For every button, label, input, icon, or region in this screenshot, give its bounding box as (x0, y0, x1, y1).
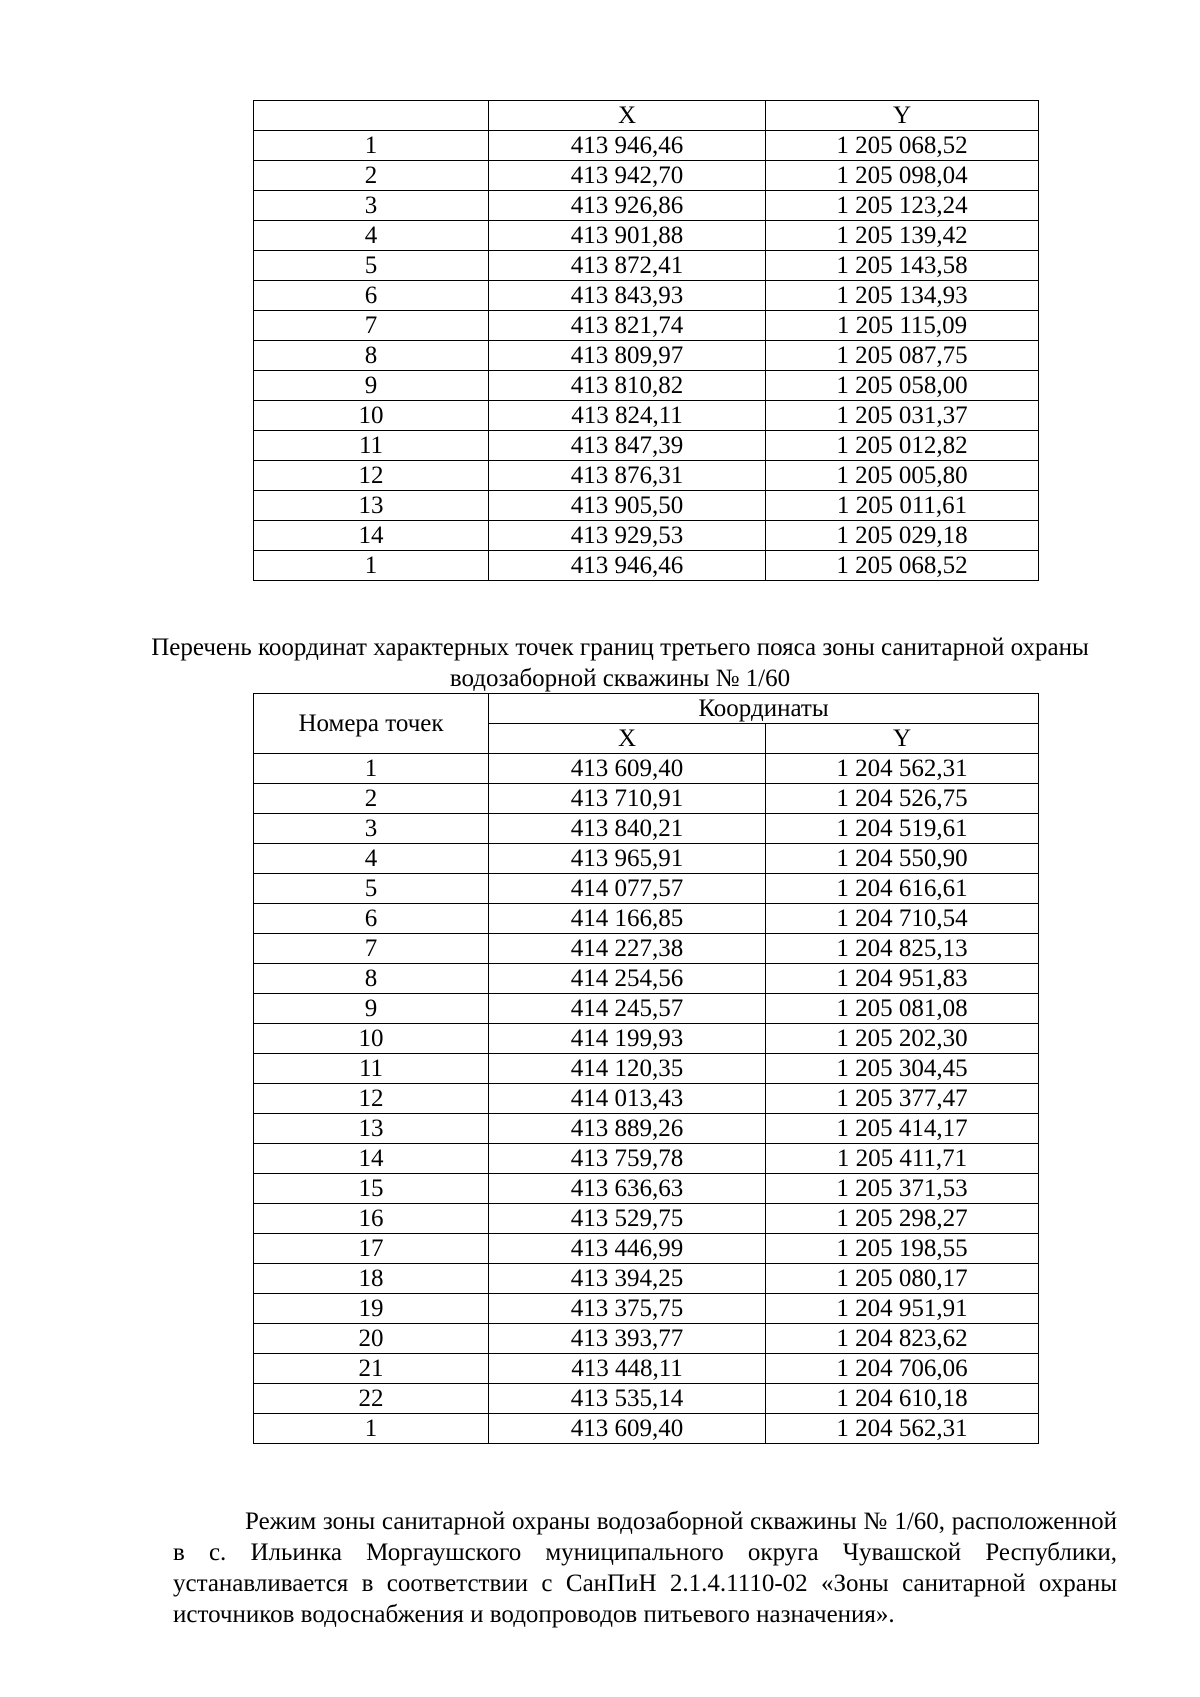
table-row (254, 844, 1039, 874)
header-cell-y: Y (766, 101, 1039, 131)
table-body (254, 754, 1039, 1444)
header-cell-y: Y (766, 724, 1039, 754)
cell-x: 413 809,97 (489, 341, 766, 371)
table-row (254, 934, 1039, 964)
table-row (254, 251, 1039, 281)
table-row (254, 1384, 1039, 1414)
cell-y: 1 204 526,75 (766, 784, 1039, 814)
cell-point-number: 5 (254, 874, 489, 904)
cell-x: 414 077,57 (489, 874, 766, 904)
table-row (254, 371, 1039, 401)
table-header-row (254, 694, 1039, 724)
cell-x: 413 810,82 (489, 371, 766, 401)
table-row (254, 814, 1039, 844)
table-row (254, 1414, 1039, 1444)
cell-y: 1 205 414,17 (766, 1114, 1039, 1144)
table-row (254, 161, 1039, 191)
table-row (254, 431, 1039, 461)
cell-y: 1 205 139,42 (766, 221, 1039, 251)
cell-point-number: 15 (254, 1174, 489, 1204)
cell-x: 413 636,63 (489, 1174, 766, 1204)
cell-point-number: 4 (254, 221, 489, 251)
header-cell-coordinates: Координаты (489, 694, 1039, 724)
cell-x: 413 393,77 (489, 1324, 766, 1354)
cell-point-number: 3 (254, 814, 489, 844)
table-row (254, 341, 1039, 371)
cell-y: 1 204 519,61 (766, 814, 1039, 844)
cell-point-number: 18 (254, 1264, 489, 1294)
cell-point-number: 12 (254, 1084, 489, 1114)
cell-y: 1 205 377,47 (766, 1084, 1039, 1114)
table-row (254, 1294, 1039, 1324)
cell-x: 413 840,21 (489, 814, 766, 844)
cell-x: 413 821,74 (489, 311, 766, 341)
cell-x: 413 609,40 (489, 754, 766, 784)
cell-point-number: 1 (254, 1414, 489, 1444)
cell-y: 1 204 710,54 (766, 904, 1039, 934)
table-row (254, 221, 1039, 251)
cell-x: 413 946,46 (489, 131, 766, 161)
cell-x: 413 872,41 (489, 251, 766, 281)
table-row (254, 1024, 1039, 1054)
cell-x: 413 529,75 (489, 1204, 766, 1234)
table-body (254, 131, 1039, 581)
cell-point-number: 10 (254, 1024, 489, 1054)
table-row (254, 1324, 1039, 1354)
cell-y: 1 205 068,52 (766, 131, 1039, 161)
cell-y: 1 204 562,31 (766, 1414, 1039, 1444)
cell-x: 414 227,38 (489, 934, 766, 964)
cell-y: 1 205 087,75 (766, 341, 1039, 371)
table-row (254, 1354, 1039, 1384)
cell-y: 1 204 823,62 (766, 1324, 1039, 1354)
cell-x: 414 254,56 (489, 964, 766, 994)
table-row (254, 191, 1039, 221)
table-row (254, 281, 1039, 311)
table-row (254, 964, 1039, 994)
cell-y: 1 204 706,06 (766, 1354, 1039, 1384)
cell-y: 1 205 081,08 (766, 994, 1039, 1024)
cell-point-number: 1 (254, 131, 489, 161)
table-row (254, 461, 1039, 491)
cell-point-number: 16 (254, 1204, 489, 1234)
cell-x: 413 889,26 (489, 1114, 766, 1144)
table-row (254, 904, 1039, 934)
cell-x: 413 901,88 (489, 221, 766, 251)
cell-point-number: 11 (254, 431, 489, 461)
cell-y: 1 204 616,61 (766, 874, 1039, 904)
cell-point-number: 1 (254, 551, 489, 581)
cell-point-number: 4 (254, 844, 489, 874)
cell-y: 1 204 550,90 (766, 844, 1039, 874)
cell-y: 1 205 198,55 (766, 1234, 1039, 1264)
cell-point-number: 2 (254, 161, 489, 191)
cell-y: 1 205 134,93 (766, 281, 1039, 311)
cell-y: 1 205 304,45 (766, 1054, 1039, 1084)
coordinates-table-third-belt (253, 693, 1039, 1444)
cell-y: 1 205 031,37 (766, 401, 1039, 431)
cell-y: 1 205 298,27 (766, 1204, 1039, 1234)
cell-point-number: 14 (254, 521, 489, 551)
cell-point-number: 9 (254, 371, 489, 401)
table-row (254, 1054, 1039, 1084)
cell-x: 413 448,11 (489, 1354, 766, 1384)
cell-y: 1 205 012,82 (766, 431, 1039, 461)
cell-point-number: 7 (254, 311, 489, 341)
cell-point-number: 10 (254, 401, 489, 431)
table-row (254, 1084, 1039, 1114)
cell-x: 414 013,43 (489, 1084, 766, 1114)
table-row (254, 754, 1039, 784)
coordinates-table-first-belt (253, 100, 1039, 581)
cell-x: 413 946,46 (489, 551, 766, 581)
cell-y: 1 204 562,31 (766, 754, 1039, 784)
table-row (254, 1264, 1039, 1294)
header-cell-x: X (489, 101, 766, 131)
cell-point-number: 22 (254, 1384, 489, 1414)
cell-y: 1 205 411,71 (766, 1144, 1039, 1174)
cell-x: 414 166,85 (489, 904, 766, 934)
cell-y: 1 205 098,04 (766, 161, 1039, 191)
cell-point-number: 9 (254, 994, 489, 1024)
cell-x: 413 965,91 (489, 844, 766, 874)
cell-point-number: 21 (254, 1354, 489, 1384)
cell-y: 1 205 202,30 (766, 1024, 1039, 1054)
cell-x: 413 824,11 (489, 401, 766, 431)
cell-point-number: 7 (254, 934, 489, 964)
cell-point-number: 13 (254, 491, 489, 521)
table-row (254, 994, 1039, 1024)
table-row (254, 131, 1039, 161)
cell-point-number: 2 (254, 784, 489, 814)
cell-x: 413 394,25 (489, 1264, 766, 1294)
cell-point-number: 13 (254, 1114, 489, 1144)
cell-x: 413 929,53 (489, 521, 766, 551)
table-row (254, 1144, 1039, 1174)
cell-y: 1 205 058,00 (766, 371, 1039, 401)
cell-x: 414 245,57 (489, 994, 766, 1024)
cell-x: 413 446,99 (489, 1234, 766, 1264)
cell-x: 414 199,93 (489, 1024, 766, 1054)
cell-point-number: 14 (254, 1144, 489, 1174)
cell-x: 413 375,75 (489, 1294, 766, 1324)
cell-x: 413 843,93 (489, 281, 766, 311)
cell-x: 414 120,35 (489, 1054, 766, 1084)
cell-x: 413 926,86 (489, 191, 766, 221)
header-cell-x: X (489, 724, 766, 754)
table-row (254, 874, 1039, 904)
table-row (254, 784, 1039, 814)
cell-point-number: 6 (254, 904, 489, 934)
table-row (254, 311, 1039, 341)
cell-x: 413 847,39 (489, 431, 766, 461)
table-row (254, 521, 1039, 551)
cell-y: 1 205 115,09 (766, 311, 1039, 341)
header-cell-point (254, 101, 489, 131)
table-header-row (254, 101, 1039, 131)
cell-y: 1 204 951,91 (766, 1294, 1039, 1324)
cell-x: 413 609,40 (489, 1414, 766, 1444)
cell-y: 1 205 371,53 (766, 1174, 1039, 1204)
cell-point-number: 19 (254, 1294, 489, 1324)
cell-x: 413 759,78 (489, 1144, 766, 1174)
cell-x: 413 710,91 (489, 784, 766, 814)
cell-x: 413 905,50 (489, 491, 766, 521)
table-row (254, 1204, 1039, 1234)
cell-y: 1 204 825,13 (766, 934, 1039, 964)
table-row (254, 1114, 1039, 1144)
table-row (254, 401, 1039, 431)
cell-point-number: 17 (254, 1234, 489, 1264)
cell-point-number: 8 (254, 964, 489, 994)
cell-y: 1 205 005,80 (766, 461, 1039, 491)
cell-point-number: 12 (254, 461, 489, 491)
cell-y: 1 205 068,52 (766, 551, 1039, 581)
cell-x: 413 942,70 (489, 161, 766, 191)
cell-point-number: 20 (254, 1324, 489, 1354)
cell-point-number: 5 (254, 251, 489, 281)
cell-y: 1 204 610,18 (766, 1384, 1039, 1414)
cell-point-number: 8 (254, 341, 489, 371)
cell-y: 1 205 143,58 (766, 251, 1039, 281)
cell-y: 1 205 080,17 (766, 1264, 1039, 1294)
cell-x: 413 535,14 (489, 1384, 766, 1414)
cell-point-number: 1 (254, 754, 489, 784)
table-row (254, 1174, 1039, 1204)
cell-y: 1 205 123,24 (766, 191, 1039, 221)
cell-y: 1 205 029,18 (766, 521, 1039, 551)
table-caption: Перечень координат характерных точек границ третьего пояса зоны санитарной охраны водозаборной скважины № 1/60 (151, 634, 1089, 692)
cell-point-number: 11 (254, 1054, 489, 1084)
cell-point-number: 6 (254, 281, 489, 311)
table-row (254, 1234, 1039, 1264)
regime-paragraph: Режим зоны санитарной охраны водозаборной скважины № 1/60, расположенной в с. Ильинка Моргаушского муниципального округа Чувашской Республики, устанавливается в соответствии с СанПиН 2.1.4.1110-02 «Зоны санитарной охраны источников водоснабжения и водопроводов питьевого назначения». (173, 1508, 1117, 1628)
cell-x: 413 876,31 (489, 461, 766, 491)
cell-point-number: 3 (254, 191, 489, 221)
header-cell-point-numbers: Номера точек (254, 694, 489, 754)
cell-y: 1 205 011,61 (766, 491, 1039, 521)
cell-y: 1 204 951,83 (766, 964, 1039, 994)
table-row (254, 491, 1039, 521)
table-row (254, 551, 1039, 581)
